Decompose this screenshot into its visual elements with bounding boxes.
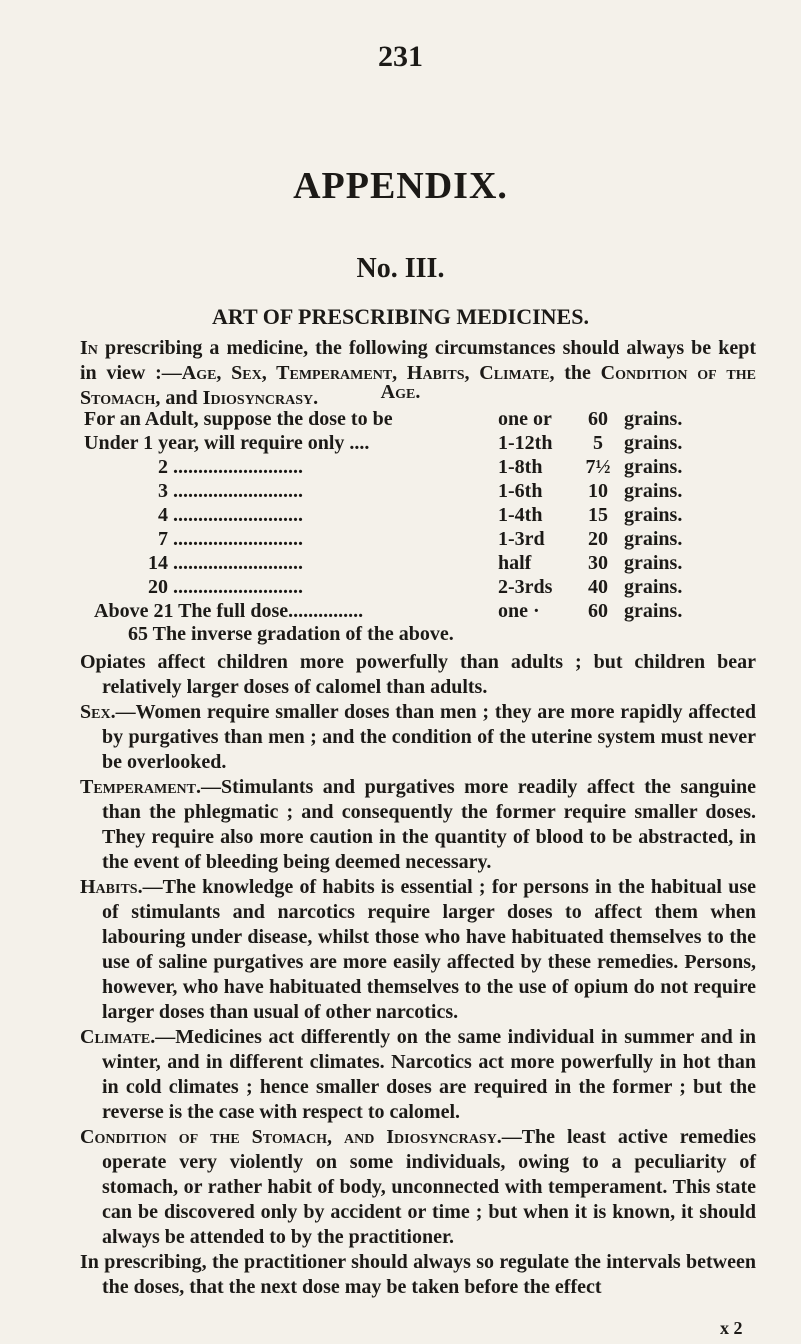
row-grains: 60 [588,600,608,622]
row-unit: grains. [624,408,683,430]
age-heading: Age. [380,381,421,403]
row-unit: grains. [624,552,683,574]
paragraph-text: —The knowledge of habits is essential ; for persons in the habitual use of stimulants and narcotics require larger doses to affect them when labouring under disease, whilst those who have habituated themselves to the use of saline purgatives are more easily affected by these remedies. Persons, however, who have habituated themselves to the use of opium do not require larger doses than usual of other narcotics. [102,876,756,1023]
row-fraction: half [498,552,532,574]
paragraph-opiates [80,650,756,700]
paragraph-head: Habits. [80,876,143,898]
intro-list2: Condition of the Stomach, [80,362,756,409]
paragraph-head: Sex. [80,701,116,723]
table-row [84,503,734,527]
paragraph-condition [80,1125,756,1250]
row-fraction: 2-3rds [498,576,553,598]
table-row [84,599,734,623]
row-grains: 10 [588,480,608,502]
row-label: 14 .......................... [148,552,303,574]
paragraph-text: —Stimulants and purgatives more readily affect the sanguine than the phlegmatic ; and consequently the former require smaller doses. They require also more caution in the quantity of blood to be abstracted, in the event of bleeding being deemed necessary. [102,776,756,873]
row-unit: grains. [624,600,683,622]
table-row [84,431,734,455]
paragraph-temperament [80,775,756,875]
row-label: Under 1 year, will require only .... [84,432,370,454]
row-label: For an Adult, suppose the dose to be [84,408,393,430]
row-fraction: 1-3rd [498,528,545,550]
section-subtitle: ART OF PRESCRIBING MEDICINES. [212,304,589,329]
row-unit: grains. [624,528,683,550]
row-grains: 15 [588,504,608,526]
row-fraction: one or [498,408,552,430]
appendix-number: No. III. [356,253,445,284]
paragraph-habits [80,875,756,1025]
row-fraction: 1-6th [498,480,543,502]
table-row [84,527,734,551]
intro-text: prescribing a medicine, the following circumstances should always be kept in view :— [80,337,756,384]
row-label: 3 .......................... [158,480,303,502]
intro-lead: In [80,337,98,359]
page-number: 231 [378,40,423,73]
paragraph-climate [80,1025,756,1125]
row-grains: 60 [588,408,608,430]
catchword: x 2 [720,1318,743,1338]
row-fraction: one · [498,600,540,622]
paragraph-text: —The least active remedies operate very violently on some individuals, owing to a peculiarity of stomach, or rather habit of body, unconnected with temperament. This state can be discovered only by accident or time ; but when it is known, it should always be attended to by the practitioner. [102,1126,756,1248]
paragraph-head: Condition of the Stomach, and Idiosyncrasy. [80,1126,502,1148]
row-grains: 20 [588,528,608,550]
row-fraction: 1-8th [498,456,543,478]
intro-list3: Idiosyncrasy. [202,387,319,409]
intro-tail: the [554,362,601,384]
intro-list: Age, Sex, Temperament, Habits, Climate, [181,362,555,384]
inverse-line: 65 The inverse gradation of the above. [128,623,454,645]
paragraph-text: —Women require smaller doses than men ; they are more rapidly affected by purgatives than men ; and the condition of the uterine system must never be overlooked. [102,701,756,773]
row-label: 20 .......................... [148,576,303,598]
table-row [84,479,734,503]
row-grains: 7½ [585,456,611,478]
paragraph-text: Opiates affect children more powerfully than adults ; but children bear relatively larger doses of calomel than adults. [80,651,756,698]
appendix-title: APPENDIX. [293,165,508,207]
paragraph-head: Temperament. [80,776,202,798]
row-grains: 40 [588,576,608,598]
row-fraction: 1-12th [498,432,553,454]
row-label: Above 21 The full dose............... [94,600,364,622]
body-paragraphs [80,650,756,1300]
row-grains: 30 [588,552,608,574]
row-grains: 5 [593,432,603,454]
paragraph-prescribing [80,1250,756,1300]
paragraph-text: —Medicines act differently on the same individual in summer and in winter, and in different climates. Narcotics act more powerfully in hot than in cold climates ; hence smaller doses are required in the former ; but the reverse is the case with respect to calomel. [102,1026,756,1123]
table-row [84,575,734,599]
intro-and: and [160,387,203,409]
row-label: 2 .......................... [158,456,303,478]
dose-table [84,407,734,623]
paragraph-head: Climate. [80,1026,156,1048]
table-row [84,551,734,575]
row-label: 7 .......................... [158,528,303,550]
paragraph-sex [80,700,756,775]
row-unit: grains. [624,480,683,502]
paragraph-text: In prescribing, the practitioner should always so regulate the intervals between the doses, that the next dose may be taken before the effect [80,1251,756,1298]
row-unit: grains. [624,504,683,526]
table-row [84,455,734,479]
row-fraction: 1-4th [498,504,543,526]
table-row [84,407,734,431]
row-label: 4 .......................... [158,504,303,526]
row-unit: grains. [624,456,683,478]
row-unit: grains. [624,576,683,598]
row-unit: grains. [624,432,683,454]
